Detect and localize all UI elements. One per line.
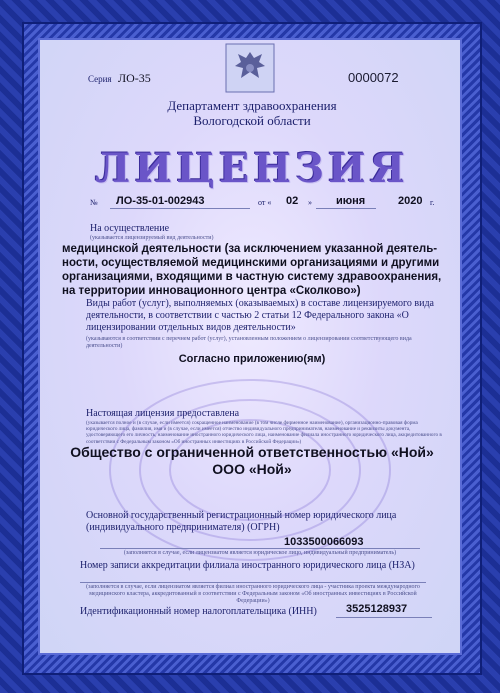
ogrn-hint: (заполняется в случае, если лицензиатом является юридическое лицо, индивидуальный предприниматель) [123,550,397,556]
organization-short-name: ООО «Ной» [212,461,292,477]
activity-label: На осуществление [90,223,170,234]
series-value: ЛО-35 [118,71,151,85]
date-month: июня [336,195,366,207]
date-close: » [308,198,312,207]
granted-label: Настоящая лицензия предоставлена [86,408,240,419]
activity-text: медицинской деятельности (за исключением указанной деятель-ности, осуществляемой медицинскими организациями и другими организациями, входящими в частную систему здравоохранения, на территории инновационного центра «Сколково») [62,243,442,297]
date-prefix: от « [258,198,272,207]
form-number: 0000072 [348,70,399,85]
inn-label: Идентификационный номер налогоплательщика (ИНН) [80,606,317,617]
ogrn-label: Основной государственный регистрационный номер юридического лица (индивидуального предпринимателя) (ОГРН) [86,510,397,533]
nza-label: Номер записи аккредитации филиала иностранного юридического лица (НЗА) [80,560,415,571]
activity-hint: (указывается лицензируемый вид деятельности) [90,235,214,241]
department-line-1: Департамент здравоохранения [167,98,337,113]
number-sign: № [90,198,98,207]
series-label: Серия [88,74,112,84]
year-suffix: г. [430,198,435,207]
date-year: 2020 [398,195,423,207]
inn-value: 3525128937 [346,603,408,615]
double-headed-eagle-emblem-icon [224,42,276,94]
certificate-body [38,38,462,655]
works-value: Согласно приложению(ям) [178,353,326,365]
ogrn-value: 1033500066093 [284,536,364,548]
works-label: Виды работ (услуг), выполняемых (оказываемых) в составе лицензируемого вида деятельности, в соответствии с частью 2 статьи 12 Федерального закона «О лицензировании отдельных видов деятельности» [86,298,434,333]
date-day: 02 [286,195,299,207]
works-hint: (указываются в соответствии с перечнем работ (услуг), установленным положением о лицензировании соответствующего вида деятельности) [86,336,412,349]
organization-full-name: Общество с ограниченной ответственностью «Ной» [70,444,434,460]
granted-hint: (указывается полное и (в случае, если имеется) сокращенное наименование (в том числе фирменное наименование), организационно-правовая форма юридического лица, фамилия, имя и (в случае, если имеется) отчество индивидуального предпринимателя, наименование и реквизиты документа, удостоверяющего его личность, наименование иностранного юридического лица, наименование филиала иностранного юридического лица, аккредитованного в соответствии с Федеральным законом «Об иностранных инвестициях в Российской Федерации») [86,420,442,445]
nza-hint: (заполняется в случае, если лицензиатом является филиал иностранного юридического лица - участника проекта международного медицинского кластера, аккредитованный в соответствии с Федеральным законом «Об иностранных инвестициях в Российской Федерации») [86,584,420,604]
department-line-2: Вологодской области [193,113,311,128]
license-number: ЛО-35-01-002943 [116,195,205,207]
document-title: ЛИЦЕНЗИЯ [94,145,409,192]
